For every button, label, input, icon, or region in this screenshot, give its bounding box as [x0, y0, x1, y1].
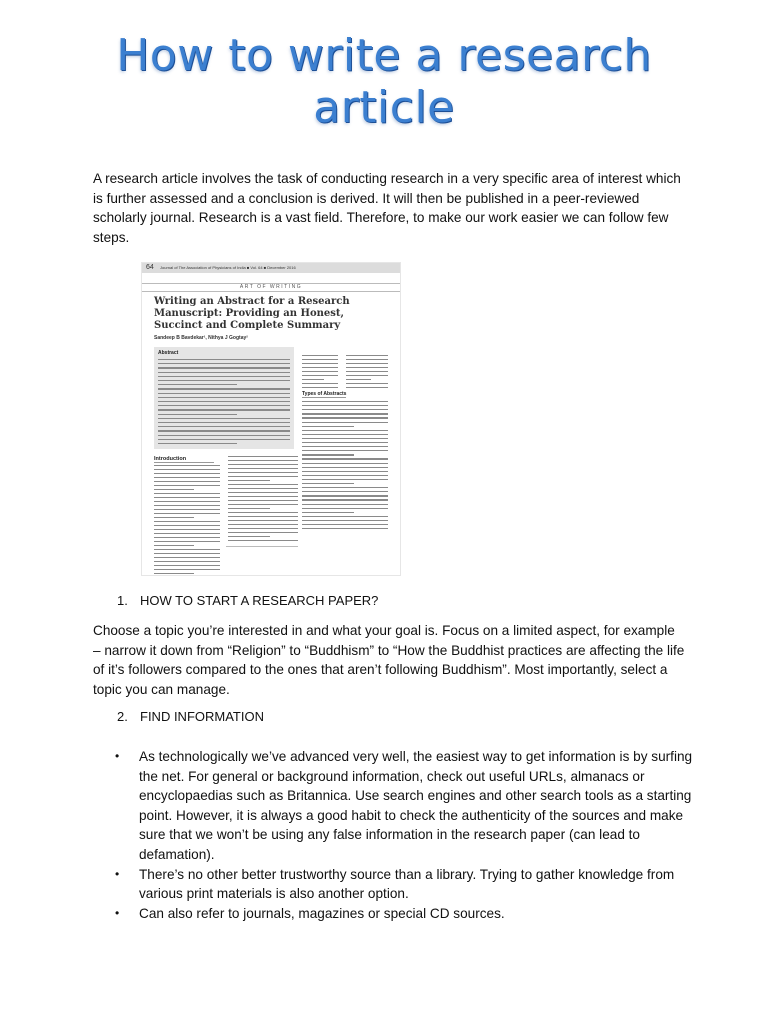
figure-text-line: [302, 520, 388, 521]
figure-text-line: [154, 525, 220, 526]
list-item: [93, 865, 693, 904]
figure-text-line: [302, 504, 388, 505]
figure-footnote: [226, 546, 298, 567]
figure-text-line: [154, 505, 220, 506]
figure-text-line: [346, 355, 388, 356]
figure-text-line: [154, 521, 220, 522]
figure-text-line: [302, 495, 388, 496]
figure-text-line: [302, 463, 388, 464]
figure-text-line: [302, 450, 388, 451]
figure-text-line: [346, 371, 388, 372]
figure-text-line: [158, 430, 290, 431]
figure-text-line: [228, 528, 298, 529]
figure-text-line: [154, 533, 220, 534]
figure-text-line: [154, 497, 220, 498]
intro-paragraph: A research article involves the task of conducting research in a very specific area of interest which is further assessed and a conclusion is derived. It will then be published in a peer-reviewed scholarly journal. Research is a vast field. Therefore, to make our work easier we can follow few steps.: [93, 171, 681, 245]
figure-text-line: [228, 520, 298, 521]
list-item: [93, 904, 693, 924]
figure-text-line: [154, 509, 220, 510]
figure-text-line: [346, 387, 388, 388]
figure-text-line: [302, 375, 338, 376]
figure-text-line: [154, 529, 220, 530]
figure-text-line: [158, 388, 290, 389]
figure-text-line: [228, 496, 298, 497]
figure-text-line: [302, 446, 388, 447]
figure-text-line: [302, 471, 388, 472]
section-2-title: FIND INFORMATION: [140, 709, 264, 724]
figure-text-line: [154, 517, 194, 518]
section-2-heading: [117, 708, 264, 726]
figure-text-line: [228, 456, 298, 457]
figure-text-line: [346, 367, 388, 368]
figure-text-line: [228, 512, 298, 513]
figure-text-line: [158, 380, 290, 381]
figure-text-line: [228, 492, 298, 493]
figure-text-line: [158, 435, 290, 436]
list-item-text: As technologically we’ve advanced very well, the easiest way to get information is by surfing the net. For general or background information, check out useful URLs, almanacs or encyclopaedias such as Britannica. Use search engines and other search tools as a starting point. However, it is always a good habit to check the authenticity of the sources and make sure that we won’t be using any false information in the research paper (can lead to defamation).: [139, 749, 693, 862]
figure-text-line: [302, 426, 354, 427]
figure-text-line: [158, 384, 237, 385]
figure-text-line: [158, 439, 290, 440]
figure-text-line: [154, 473, 220, 474]
figure-text-line: [228, 504, 298, 505]
figure-text-line: [228, 500, 298, 501]
figure-text-line: [302, 479, 388, 480]
figure-abstract-box: [154, 347, 294, 449]
figure-text-line: [158, 401, 290, 402]
figure-text-line: [158, 367, 290, 368]
figure-text-line: [302, 359, 338, 360]
figure-authors: Sandeep B Bavdekar¹, Nithya J Gogtay²: [154, 335, 248, 341]
figure-text-line: [228, 476, 298, 477]
figure-text-line: [154, 541, 220, 542]
figure-text-line: [302, 371, 338, 372]
figure-text-line: [154, 561, 220, 562]
title-line-2: article: [313, 82, 455, 133]
figure-text-line: [154, 489, 194, 490]
figure-types-heading: Types of Abstracts: [302, 391, 347, 397]
figure-text-line: [154, 565, 220, 566]
figure-abstract-label: Abstract: [158, 350, 179, 356]
figure-text-line: [302, 379, 324, 380]
figure-text-line: [302, 387, 338, 388]
figure-text-line: [154, 549, 220, 550]
list-item-text: Can also refer to journals, magazines or special CD sources.: [139, 905, 505, 921]
figure-text-line: [154, 513, 220, 514]
figure-text-line: [154, 481, 220, 482]
figure-text-line: [154, 477, 220, 478]
figure-text-line: [154, 569, 220, 570]
figure-text-line: [302, 512, 354, 513]
figure-text-line: [228, 468, 298, 469]
figure-text-line: [302, 367, 338, 368]
figure-text-line: [158, 393, 290, 394]
figure-text-line: [154, 537, 220, 538]
figure-text-line: [154, 501, 220, 502]
figure-text-line: [302, 483, 354, 484]
figure-text-line: [154, 553, 220, 554]
article-figure-image: [142, 263, 400, 575]
section-1-paragraph: Choose a topic you’re interested in and what your goal is. Focus on a limited aspect, for example – narrow it down from “Religion” to “Buddhism” to “How the Buddhist practices are affecting the life of it’s followers compared to the ones that aren’t following Buddhism”. Most importantly, select a topic you can manage.: [93, 623, 685, 697]
figure-section-label: ART OF WRITING: [142, 283, 400, 292]
figure-text-line: [302, 491, 388, 492]
section-1-title: HOW TO START A RESEARCH PAPER?: [140, 593, 379, 608]
figure-text-line: [158, 418, 290, 419]
figure-intro-heading: Introduction: [154, 456, 214, 463]
figure-text-line: [154, 465, 220, 466]
figure-text-line: [154, 493, 220, 494]
figure-text-line: [346, 363, 388, 364]
figure-text-line: [228, 508, 270, 509]
figure-text-line: [302, 458, 388, 459]
figure-text-line: [228, 488, 298, 489]
figure-text-line: [158, 414, 237, 415]
bullet-icon: •: [115, 749, 120, 763]
figure-text-line: [158, 363, 290, 364]
figure-text-line: [302, 422, 388, 423]
figure-text-line: [302, 467, 388, 468]
figure-text-line: [302, 487, 388, 488]
figure-text-line: [346, 379, 371, 380]
section-2-bullet-list: [93, 747, 693, 923]
figure-page-number: 64: [146, 264, 154, 271]
figure-text-line: [158, 372, 290, 373]
figure-text-line: [302, 430, 388, 431]
figure-text-line: [154, 573, 194, 574]
figure-text-line: [228, 532, 298, 533]
figure-text-line: [228, 460, 298, 461]
figure-text-line: [158, 443, 237, 444]
figure-text-line: [154, 469, 220, 470]
figure-text-line: [228, 536, 270, 537]
figure-text-line: [228, 524, 298, 525]
figure-text-line: [228, 484, 298, 485]
figure-text-line: [302, 516, 388, 517]
figure-text-line: [158, 405, 290, 406]
figure-text-line: [302, 475, 388, 476]
figure-text-line: [302, 499, 388, 500]
figure-text-line: [302, 442, 388, 443]
figure-text-line: [302, 405, 388, 406]
document-title: [0, 30, 768, 134]
figure-article-title: Writing an Abstract for a Research Manuscript: Providing an Honest, Succinct and Complete Summary: [154, 296, 350, 331]
figure-text-line: [302, 454, 354, 455]
figure-text-line: [228, 472, 298, 473]
figure-text-line: [302, 363, 338, 364]
bullet-icon: •: [115, 905, 120, 920]
figure-text-line: [302, 528, 388, 529]
figure-text-line: [346, 375, 388, 376]
figure-text-line: [158, 409, 290, 410]
figure-text-line: [302, 401, 388, 402]
figure-text-line: [302, 434, 388, 435]
figure-text-line: [154, 545, 194, 546]
figure-text-line: [302, 508, 388, 509]
figure-text-line: [302, 417, 388, 418]
figure-text-line: [154, 557, 220, 558]
figure-text-line: [158, 426, 290, 427]
bullet-icon: •: [115, 866, 120, 881]
section-1-heading: [117, 592, 378, 610]
figure-journal-line: Journal of The Association of Physicians of India ■ Vol. 64 ■ December 2016: [160, 265, 296, 270]
figure-text-line: [302, 409, 388, 410]
title-line-1: How to write a research: [116, 30, 652, 81]
figure-text-line: [346, 383, 388, 384]
section-1-number: 1.: [117, 593, 128, 608]
list-item: [93, 747, 693, 865]
section-2-number: 2.: [117, 709, 128, 724]
figure-text-line: [302, 524, 388, 525]
figure-text-line: [228, 516, 298, 517]
figure-text-line: [158, 422, 290, 423]
figure-header-bar: [142, 263, 400, 273]
list-item-text: There’s no other better trustworthy source than a library. Trying to gather knowledge from various print materials is also another option.: [139, 866, 675, 902]
figure-text-line: [158, 397, 290, 398]
figure-text-line: [346, 359, 388, 360]
figure-text-line: [302, 383, 338, 384]
figure-text-line: [158, 376, 290, 377]
figure-text-line: [228, 480, 270, 481]
figure-text-line: [158, 359, 290, 360]
figure-text-line: [228, 540, 298, 541]
figure-text-line: [302, 413, 388, 414]
figure-text-line: [302, 355, 338, 356]
figure-text-line: [302, 438, 388, 439]
figure-text-line: [154, 485, 220, 486]
figure-text-line: [228, 464, 298, 465]
